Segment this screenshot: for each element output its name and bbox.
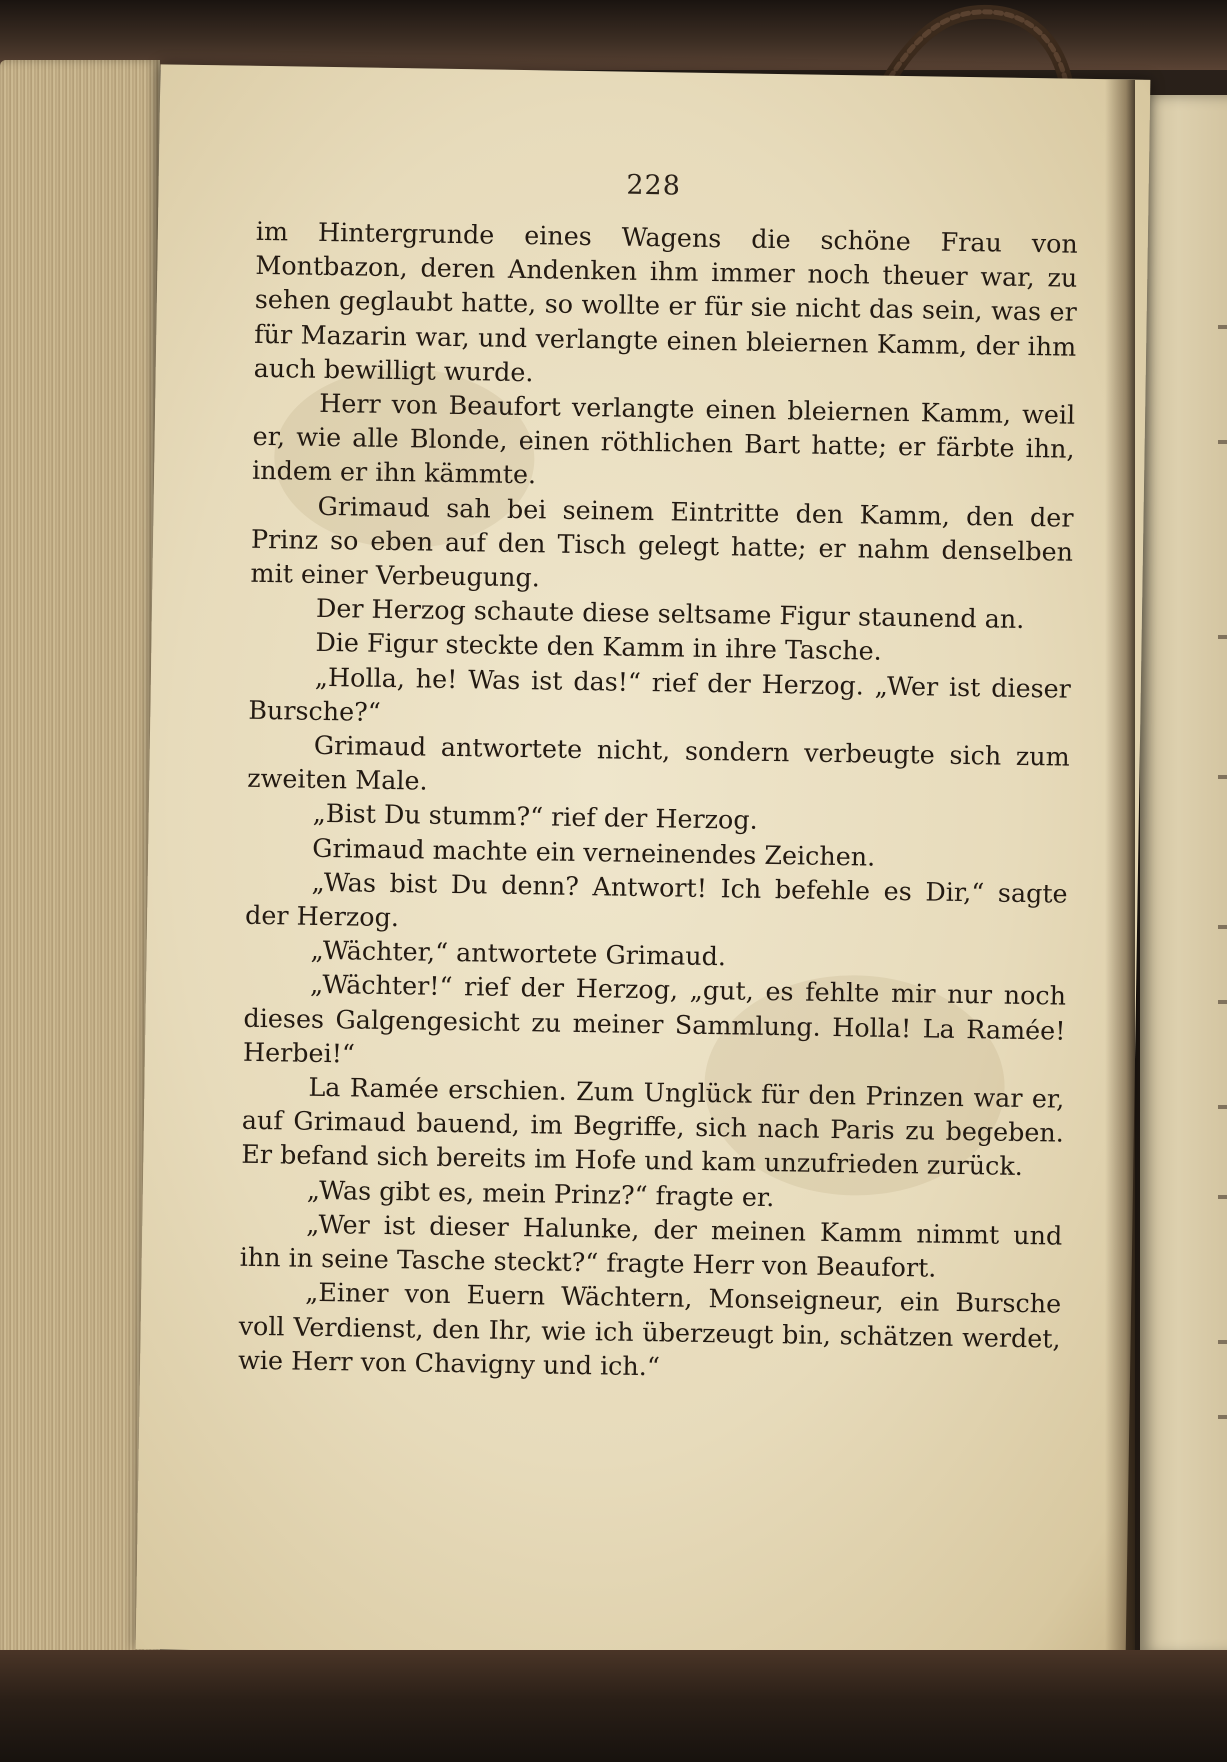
page-number: 228 — [626, 169, 682, 202]
facing-page-edge — [1140, 95, 1227, 1655]
book-page — [136, 64, 1151, 1664]
paragraph: Herr von Beaufort verlangte einen bleiernen Kamm, weil er, wie alle Blonde, einen röthlichen Bart hatte; er färbte ihn, indem er ihn kämmte. — [251, 387, 1076, 490]
book-gutter — [1105, 80, 1135, 1660]
paragraph: La Ramée erschien. Zum Unglück für den Prinzen war er, auf Grimaud bauend, im Begriffe, sich nach Paris zu begeben. Er befand sich bereits im Hofe und kam unzufrieden zurück. — [241, 1071, 1065, 1182]
paragraph: „Was gibt es, mein Prinz?“ fragte er. — [306, 1174, 775, 1212]
bookmark-cord — [880, 0, 1080, 80]
page-edges — [0, 60, 160, 1660]
paragraph: „Bist Du stumm?“ rief der Herzog. — [312, 798, 758, 836]
paragraph: Der Herzog schaute diese seltsame Figur staunend an. — [315, 593, 1025, 635]
paragraph: „Holla, he! Was ist das!“ rief der Herzog. „Wer ist dieser Bursche?“ — [248, 661, 1072, 727]
page-body-text — [238, 214, 1078, 1390]
paragraph: Grimaud sah bei seinem Eintritte den Kamm, den der Prinz so eben auf den Tisch gelegt hatte; er nahm denselben mit einer Verbeugung. — [250, 490, 1074, 593]
paragraph: „Einer von Euern Wächtern, Monseigneur, ein Bursche voll Verdienst, den Ihr, wie ich überzeugt bin, schätzen werdet, wie Herr von Chavigny und ich.“ — [237, 1277, 1062, 1382]
paragraph: „Wächter,“ antwortete Grimaud. — [310, 935, 727, 972]
paragraph: „Was bist Du denn? Antwort! Ich befehle es Dir,“ sagte der Herzog. — [244, 866, 1068, 933]
paragraph: Grimaud machte ein verneinendes Zeichen. — [311, 832, 876, 872]
paragraph: im Hintergrunde eines Wagens die schöne Frau von Montbazon, deren Andenken ihm immer noch theuer war, zu sehen geglaubt hatte, so wollte er für sie nicht das sein, was er für Mazarin war, und verlangte einen bleiernen Kamm, der ihm auch bewilligt wurde. — [253, 215, 1079, 388]
paragraph: „Wächter!“ rief der Herzog, „gut, es fehlte mir nur noch dieses Galgengesicht zu meiner Sammlung. Holla! La Ramée! Herbei!“ — [242, 969, 1067, 1069]
book-cover-bottom — [0, 1650, 1227, 1762]
paragraph: Die Figur steckte den Kamm in ihre Tasche. — [315, 627, 883, 667]
paragraph: Grimaud antwortete nicht, sondern verbeugte sich zum zweiten Male. — [247, 729, 1070, 796]
paragraph: „Wer ist dieser Halunke, der meinen Kamm nimmt und ihn in seine Tasche steckt?“ fragte Herr von Beaufort. — [239, 1208, 1063, 1283]
